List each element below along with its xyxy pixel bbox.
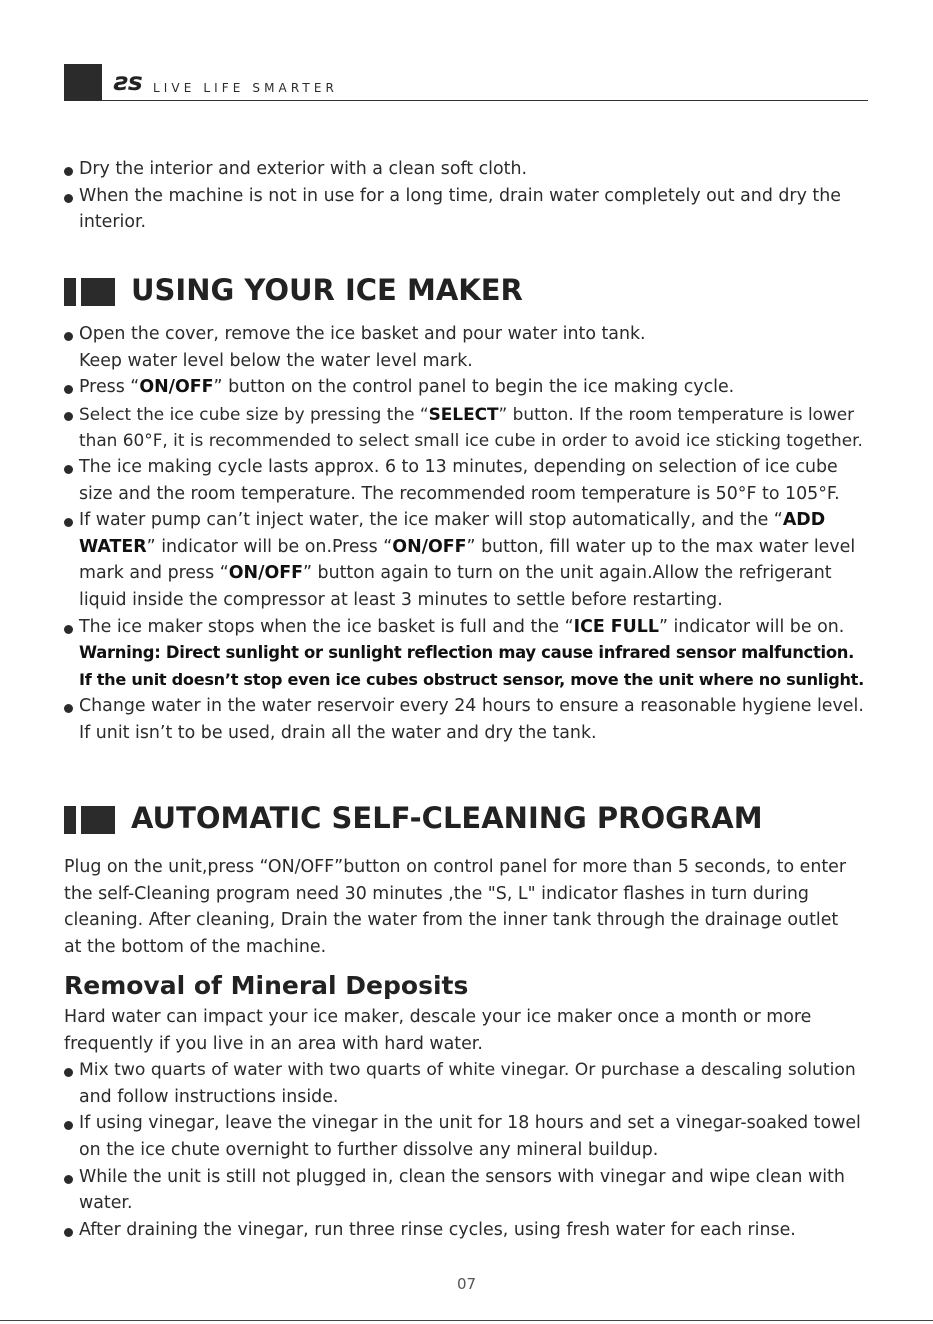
paragraph-line: at the bottom of the machine. — [64, 936, 327, 957]
footer-divider — [0, 1320, 933, 1321]
button-label-onoff: ON/OFF — [392, 536, 467, 557]
paragraph-line: Hard water can impact your ice maker, descale your ice maker once a month or more — [64, 1007, 812, 1027]
list-item-text: While the unit is still not plugged in, clean the sensors with vinegar and wipe clean with — [79, 1166, 845, 1187]
heading-bar-icon — [64, 806, 76, 834]
list-item-continuation — [64, 534, 864, 561]
intro-section — [64, 156, 864, 236]
cleaning-section — [64, 854, 864, 960]
text-run: mark and press “ — [79, 563, 229, 584]
text-run: Select the ice cube size by pressing the “ — [79, 403, 429, 424]
list-item — [64, 693, 864, 720]
text-run: ” button. If the room temperature is lower — [498, 403, 855, 424]
list-item-text: When the machine is not in use for a long time, drain water completely out and dry the — [79, 185, 841, 206]
list-item-continuation — [64, 560, 864, 587]
list-item-text: Open the cover, remove the ice basket and pour water into tank. — [79, 324, 646, 344]
page-number: 07 — [456, 1275, 477, 1293]
list-item — [64, 183, 864, 210]
bullet-icon — [64, 194, 73, 203]
heading-bar-icon — [64, 278, 76, 306]
button-label-onoff: ON/OFF — [139, 377, 214, 398]
list-item — [64, 1164, 864, 1191]
text-run: Press “ — [79, 377, 140, 398]
warning-text: If the unit doesn’t stop even ice cubes obstruct sensor, move the unit where no sunlight. — [79, 669, 864, 689]
list-item — [64, 1217, 864, 1244]
list-item-text: The ice making cycle lasts approx. 6 to 13 minutes, depending on selection of ice cube — [79, 456, 838, 477]
list-item-text: Change water in the water reservoir every 24 hours to ensure a reasonable hygiene level. — [79, 696, 864, 717]
heading-block-icon — [81, 806, 115, 834]
list-item — [64, 374, 864, 401]
brand-tagline: LIVE LIFE SMARTER — [153, 81, 338, 95]
paragraph-line: Plug on the unit,press “ON/OFF”button on control panel for more than 5 seconds, to enter — [64, 857, 847, 877]
text-run: ” button on the control panel to begin the ice making cycle. — [213, 377, 735, 398]
paragraph-line: cleaning. After cleaning, Drain the water from the inner tank through the drainage outlet — [64, 910, 839, 931]
indicator-label-water: WATER — [79, 536, 147, 557]
indicator-label-add: ADD — [782, 510, 826, 531]
list-item-continuation: than 60°F, it is recommended to select small ice cube in order to avoid ice sticking together. — [79, 430, 863, 451]
list-item — [64, 614, 864, 641]
using-section — [64, 321, 864, 747]
list-item-continuation: and follow instructions inside. — [79, 1086, 339, 1107]
list-item — [64, 1057, 864, 1084]
subsection-title: Removal of Mineral Deposits — [64, 971, 469, 1000]
list-item — [64, 321, 864, 348]
header-divider — [102, 100, 868, 101]
list-item-text: Dry the interior and exterior with a clean soft cloth. — [79, 159, 528, 179]
bullet-icon — [64, 412, 73, 421]
warning-text: Warning: Direct sunlight or sunlight reflection may cause infrared sensor malfunction. — [79, 643, 855, 663]
button-label-onoff: ON/OFF — [228, 563, 303, 584]
header-block — [64, 64, 102, 101]
button-label-select: SELECT — [428, 403, 499, 424]
section-title: USING YOUR ICE MAKER — [131, 273, 523, 307]
bullet-icon — [64, 518, 73, 527]
text-run: ” button, fill water up to the max water level — [466, 536, 856, 557]
list-item — [64, 454, 864, 481]
list-item-continuation: Keep water level below the water level mark. — [79, 350, 473, 371]
list-item-text: After draining the vinegar, run three rinse cycles, using fresh water for each rinse. — [79, 1219, 796, 1240]
section-title: AUTOMATIC SELF-CLEANING PROGRAM — [131, 801, 763, 835]
brand-logo: ƨs — [114, 67, 142, 96]
list-item-continuation: liquid inside the compressor at least 3 minutes to settle before restarting. — [79, 589, 723, 610]
list-item — [64, 1110, 864, 1137]
list-item-continuation: water. — [79, 1193, 133, 1214]
list-item-continuation: If unit isn’t to be used, drain all the water and dry the tank. — [79, 722, 597, 743]
bullet-icon — [64, 385, 73, 394]
list-item-text: If using vinegar, leave the vinegar in the unit for 18 hours and set a vinegar-soaked towel — [79, 1113, 861, 1134]
list-item-continuation: interior. — [79, 212, 147, 233]
list-item-continuation: on the ice chute overnight to further dissolve any mineral buildup. — [79, 1139, 659, 1160]
heading-block-icon — [81, 278, 115, 306]
bullet-icon — [64, 704, 73, 713]
bullet-icon — [64, 1121, 73, 1130]
list-item-continuation: size and the room temperature. The recommended room temperature is 50°F to 105°F. — [79, 483, 840, 504]
text-run: ” indicator will be on.Press “ — [146, 536, 393, 557]
bullet-icon — [64, 465, 73, 474]
list-item-text: Mix two quarts of water with two quarts of white vinegar. Or purchase a descaling solution — [79, 1060, 856, 1081]
text-run: The ice maker stops when the ice basket is full and the “ — [79, 616, 574, 637]
text-run: ” button again to turn on the unit again.Allow the refrigerant — [303, 563, 832, 584]
list-item — [64, 156, 864, 183]
text-run: ” indicator will be on. — [658, 616, 845, 637]
paragraph-line: the self-Cleaning program need 30 minutes ,the "S, L" indicator flashes in turn during — [64, 883, 809, 904]
bullet-icon — [64, 1068, 73, 1077]
bullet-icon — [64, 332, 73, 341]
paragraph-line: frequently if you live in an area with hard water. — [64, 1033, 483, 1054]
removal-section — [64, 1004, 864, 1243]
bullet-icon — [64, 167, 73, 176]
bullet-icon — [64, 1228, 73, 1237]
list-item — [64, 401, 864, 428]
indicator-label-ice-full: ICE FULL — [573, 616, 659, 637]
bullet-icon — [64, 1175, 73, 1184]
text-run: If water pump can’t inject water, the ice maker will stop automatically, and the “ — [79, 510, 783, 531]
bullet-icon — [64, 625, 73, 634]
list-item — [64, 507, 864, 534]
